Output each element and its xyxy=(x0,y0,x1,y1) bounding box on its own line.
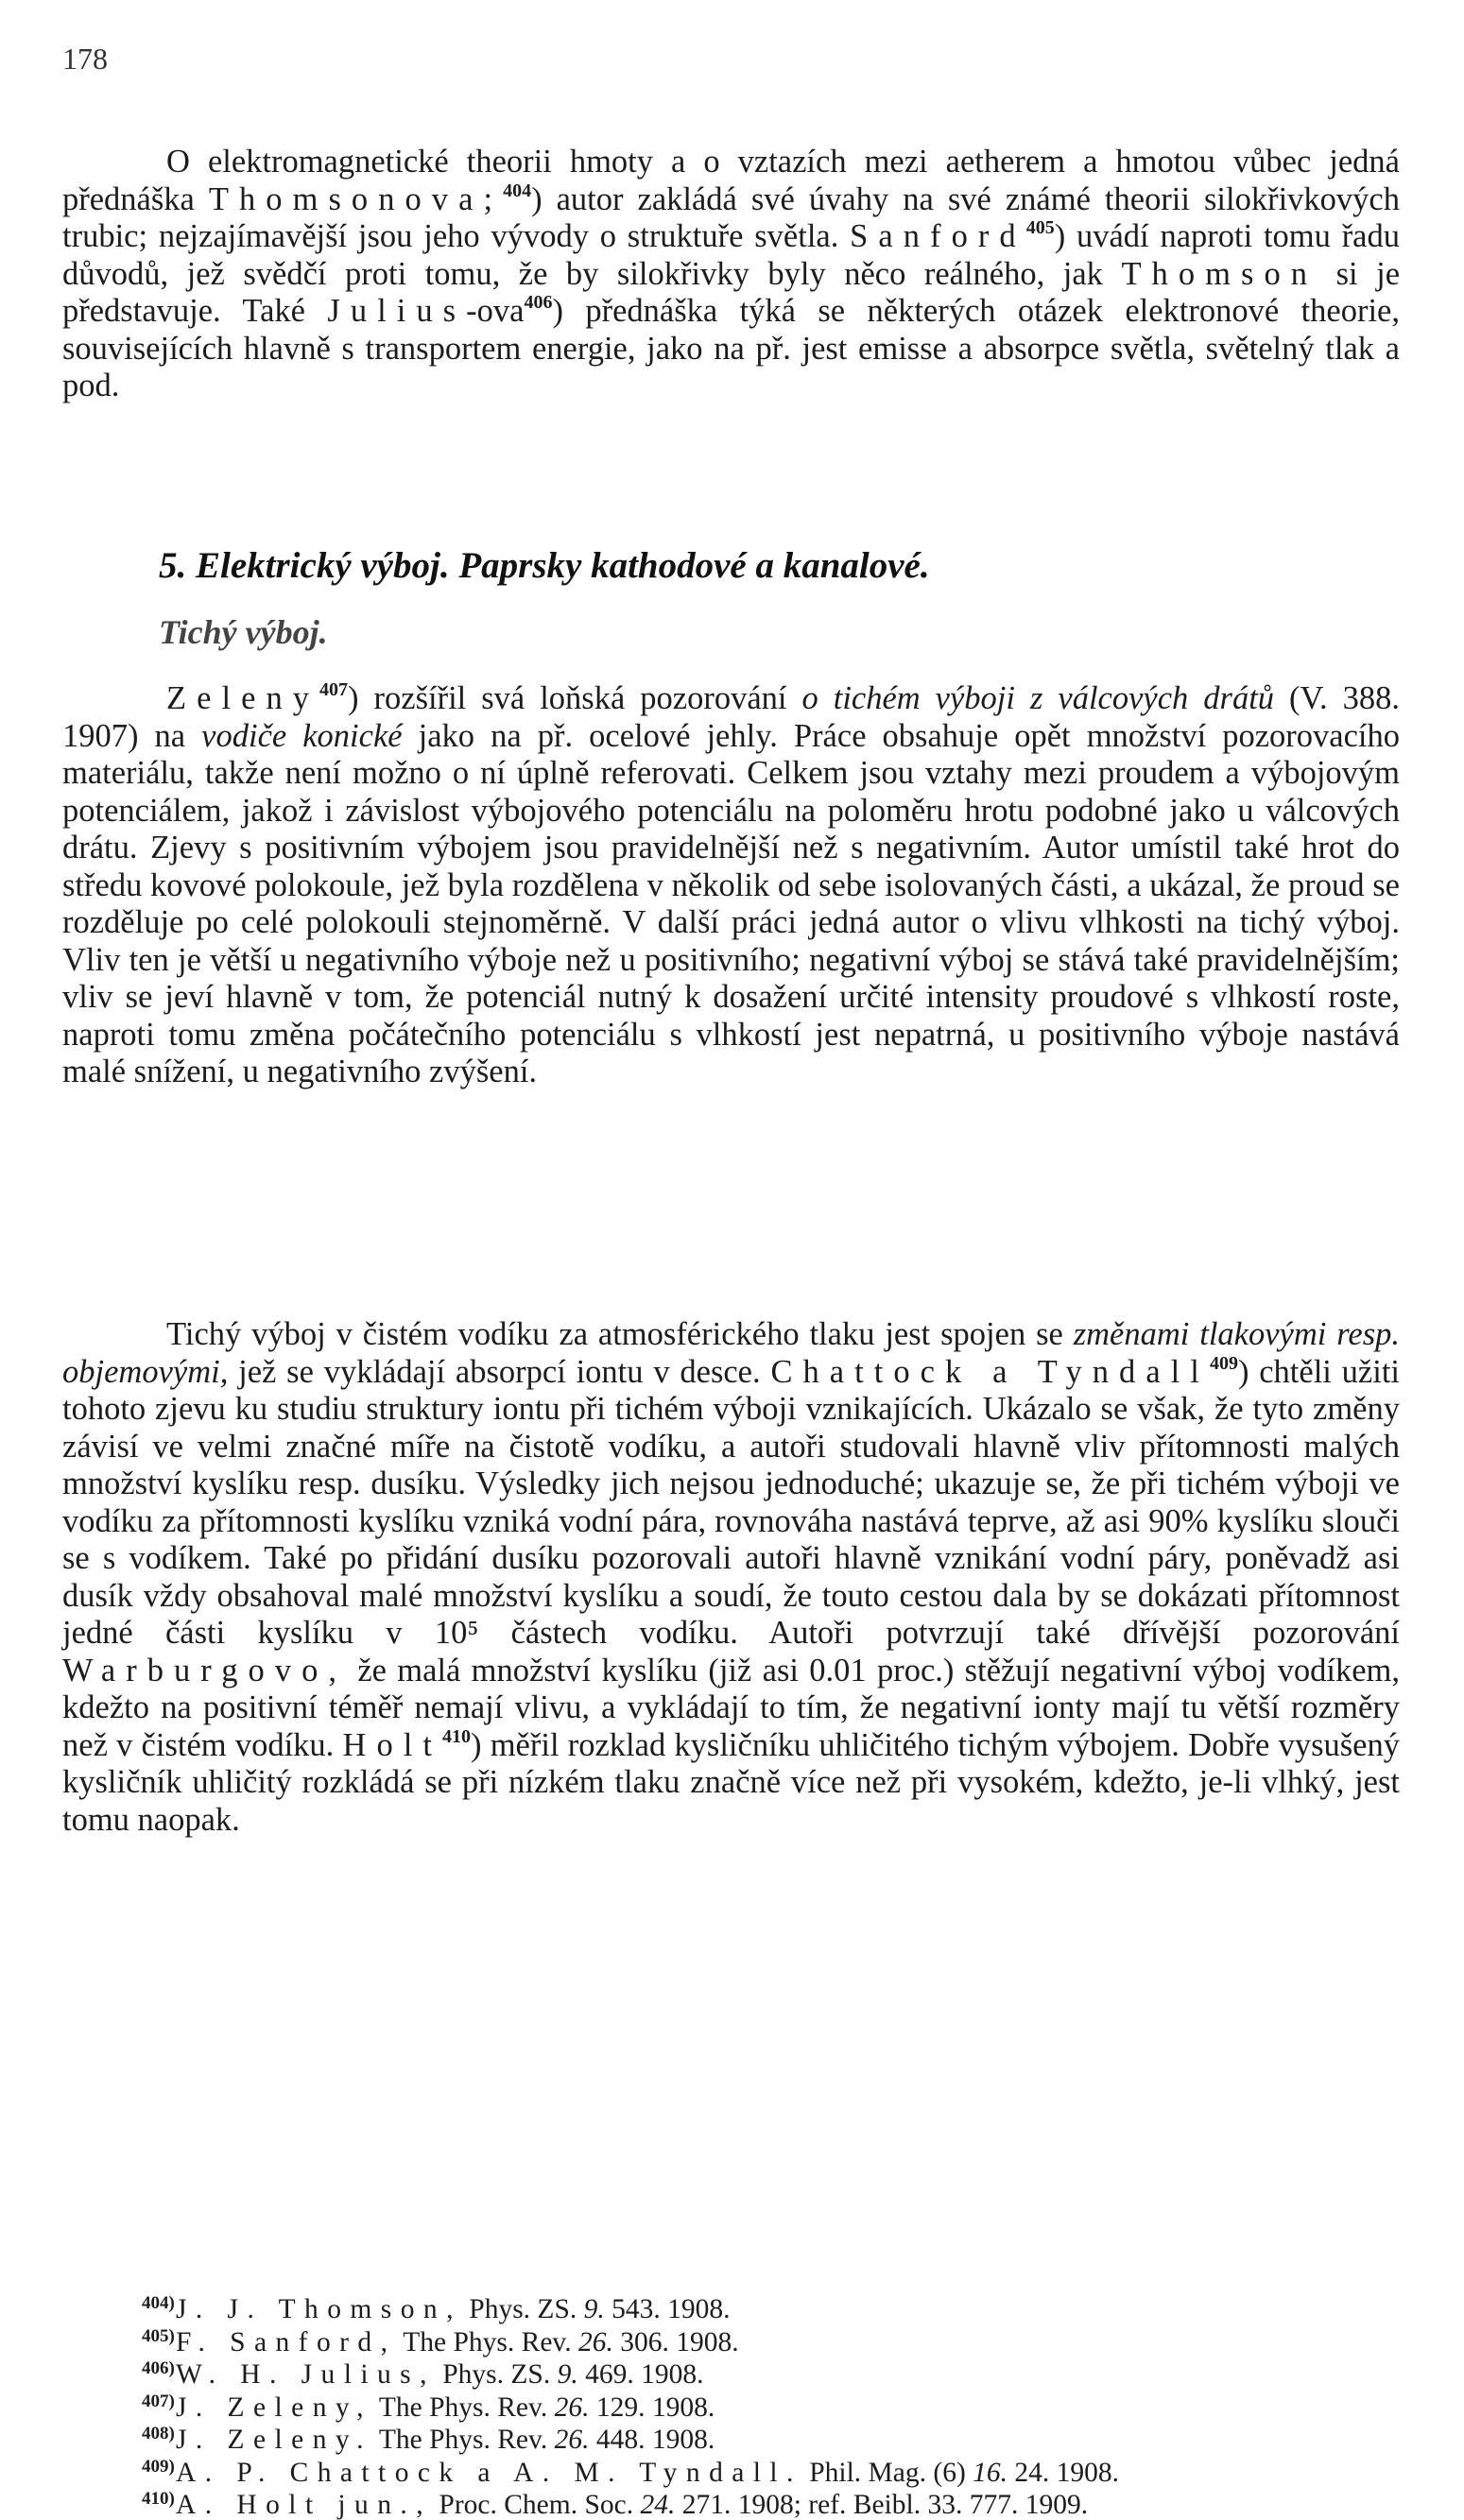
emphasis: o tichém výboji z válcových drátů xyxy=(801,680,1275,716)
footnote xyxy=(142,2290,1408,2323)
footnote-rest: 543. 1908. xyxy=(611,2294,731,2324)
text: jako na př. ocelové jehly. Práce obsahuje opět množství pozorovacího materiálu, takže není možno o ní úplně referovati. Celkem jsou vztahy mezi proudem a výbojovým potenciálem, jakož i závislost výbojového potenciálu na poloměru hrotu podobné jako u válcových drátu. Zjevy s positivním výbojem jsou pravidelnější než s negativním. Autor umístil také hrot do středu kovové polokoule, jež byla rozdělena v několik od sebe isolovaných části, a ukázal, že proud se rozděluje po celé polokouli stejnoměrně. V další práci jedná autor o vlivu vlhkosti na tichý výboj. Vliv ten je větší u negativního výboje než u positivního; negativní výboj se stává také pravidelnějším; vliv se jeví hlavně v tom, že potenciál nutný k dosažení určité intensity proudové s vlhkostí roste, naproti tomu změna počátečního potenciálu s vlhkostí jest nepatrná, u positivního výboje nastává malé snížení, u negativního zvýšení. xyxy=(62,717,1401,1089)
footnote-rest: 469. 1908. xyxy=(585,2359,704,2390)
footnote xyxy=(142,2454,1408,2487)
emphasis: změnami tlakovými resp. objemovými, xyxy=(62,1316,1400,1390)
text: jež se vykládají absorpcí iontu v desce. xyxy=(238,1353,761,1390)
section-title: 5. Elektrický výboj. Paprsky kathodové a kanalové. xyxy=(159,545,930,586)
footnote-author: J. Zeleny. xyxy=(176,2425,372,2455)
footnote-volume: 9. xyxy=(583,2294,605,2324)
emphasis: vodiče konické xyxy=(201,717,403,754)
footnote-rest: 448. 1908. xyxy=(595,2425,715,2455)
footnote-author: A. Holt jun., xyxy=(176,2490,433,2520)
footnote-volume: 9. xyxy=(557,2359,578,2390)
author-name: Warburgovo, xyxy=(62,1652,348,1689)
author-name: Thomson xyxy=(1121,255,1318,292)
text: ) chtěli užiti tohoto zjevu ku studiu struktury iontu při tichém výboji vznikajících. Ukázalo se však, že tyto změny závisí ve velmi značné míře na čistotě vodíku, a autoři studovali hlavně vliv přítomnosti malých množství kyslíku resp. dusíku. Výsledky jich nejsou jednoduché; ukazuje se, že při tichém výboji ve vodíku za přítomnosti kyslíku vzniká vodní pára, rovnováha nastává teprve, až asi 90% kyslíku slouči se s vodíkem. Také po přidání dusíku pozorovali autoři hlavně vznikání vodní páry, poněvadž asi dusík vždy obsahoval malé množství kyslíku a soudí, že touto cestou dala by se dokázati přítomnost jedné části kyslíku v 10⁵ částech vodíku. Autoři potvrzují také dřívější pozorování xyxy=(62,1353,1400,1651)
text: ) autor zakládá své úvahy na své známé theorii silokřivkových trubic; nejzajímavější jsou jeho vývody o struktuře světla. xyxy=(62,180,1400,254)
text: ) měřil rozklad kysličníku uhličitého tichým výbojem. Dobře vysušený kysličník uhličitý rozkládá se při nízkém tlaku značně více než při vysokém, kdežto, je-li vlhký, jest tomu naopak. xyxy=(62,1726,1400,1838)
footnote-number: 405) xyxy=(142,2325,175,2346)
footnote-volume: 16. xyxy=(973,2457,1008,2488)
footnote-author: J. J. Thomson, xyxy=(176,2294,462,2324)
text: O elektromagnetické theorii hmoty a o vztazích mezi aetherem a hmotou vůbec jedná přednáška xyxy=(62,144,1400,217)
author-name: Zeleny xyxy=(166,680,320,716)
footnote-rest: 306. 1908. xyxy=(620,2326,739,2357)
text: ) přednáška týká se některých otázek elektronové theorie, souvisejících hlavně s transportem energie, jako na př. jest emisse a absorpce světla, světelný tlak a pod. xyxy=(62,293,1400,403)
footnote xyxy=(142,2486,1408,2519)
footnote-ref: 405 xyxy=(1025,217,1055,238)
footnote-author: A. P. Chattock a A. M. Tyndall. xyxy=(176,2457,802,2488)
author-name: Chattock a Tyndall xyxy=(770,1353,1210,1390)
author-name: Sanford xyxy=(850,218,1026,254)
paragraph-vodik xyxy=(62,1316,1400,1839)
footnote-ref: 406 xyxy=(524,292,553,313)
footnote-journal: Phil. Mag. (6) xyxy=(809,2457,966,2488)
subsection-title: Tichý výboj. xyxy=(159,613,328,651)
intro-paragraph xyxy=(62,144,1400,405)
footnotes xyxy=(142,2290,1408,2519)
footnote-journal: Phys. ZS. xyxy=(442,2359,551,2390)
text: ) rozšířil svá loňská pozorování xyxy=(348,680,787,716)
author-name: Holt xyxy=(342,1726,443,1763)
footnote-number: 409) xyxy=(142,2456,175,2477)
footnote-volume: 26. xyxy=(554,2425,590,2455)
author-name: Julius xyxy=(327,293,467,329)
footnote-journal: Phys. ZS. xyxy=(469,2294,577,2324)
footnote-number: 407) xyxy=(142,2391,175,2411)
footnote-ref: 409 xyxy=(1209,1352,1238,1374)
footnote-number: 408) xyxy=(142,2424,175,2443)
footnote-author: W. H. Julius, xyxy=(176,2359,436,2390)
paragraph-zeleny xyxy=(62,680,1400,1091)
footnote-journal: Proc. Chem. Soc. xyxy=(439,2490,634,2520)
footnote-rest: 24. 1908. xyxy=(1014,2457,1120,2488)
footnote-volume: 24. xyxy=(640,2490,676,2520)
footnote-journal: The Phys. Rev. xyxy=(403,2326,572,2357)
footnote-author: J. Zeleny, xyxy=(176,2391,372,2423)
footnote-ref: 410 xyxy=(442,1725,472,1747)
footnote xyxy=(142,2389,1408,2422)
footnote-number: 404) xyxy=(142,2293,175,2313)
footnote-ref: 404 xyxy=(503,180,532,201)
footnote xyxy=(142,2323,1408,2357)
footnote-journal: The Phys. Rev. xyxy=(378,2391,548,2423)
footnote xyxy=(142,2421,1408,2454)
text: si je představuje. Také xyxy=(62,255,1401,329)
text: -ova xyxy=(466,293,525,329)
footnote-rest: 271. 1908; ref. Beibl. 33. 777. 1909. xyxy=(681,2490,1089,2520)
footnote-volume: 26. xyxy=(578,2326,613,2357)
author-name: Thomsonova; xyxy=(208,180,504,217)
footnote-rest: 129. 1908. xyxy=(595,2391,715,2423)
footnote-ref: 407 xyxy=(319,679,349,700)
text: že malá množství kyslíku (již asi 0.01 proc.) stěžují negativní výboj vodíkem, kdežto na positivní téměř nemají vlivu, a vykládají to tím, že negativní ionty mají tu větší rozměry než v čistém vodíku. xyxy=(62,1652,1400,1763)
footnote-number: 410) xyxy=(142,2489,175,2509)
footnote-volume: 26. xyxy=(554,2391,590,2423)
footnote-author: F. Sanford, xyxy=(176,2326,397,2357)
footnote-journal: The Phys. Rev. xyxy=(378,2425,548,2455)
text: ) uvádí naproti tomu řadu důvodů, jež svědčí proti tomu, že by silokřivky byly něco reálného, jak xyxy=(62,218,1400,292)
text: (V. 388. 1907) na xyxy=(62,680,1400,754)
page-number: 178 xyxy=(62,42,108,76)
text: Tichý výboj v čistém vodíku za atmosférického tlaku jest spojen se xyxy=(166,1316,1063,1352)
footnote xyxy=(142,2356,1408,2389)
footnote-number: 406) xyxy=(142,2358,175,2378)
